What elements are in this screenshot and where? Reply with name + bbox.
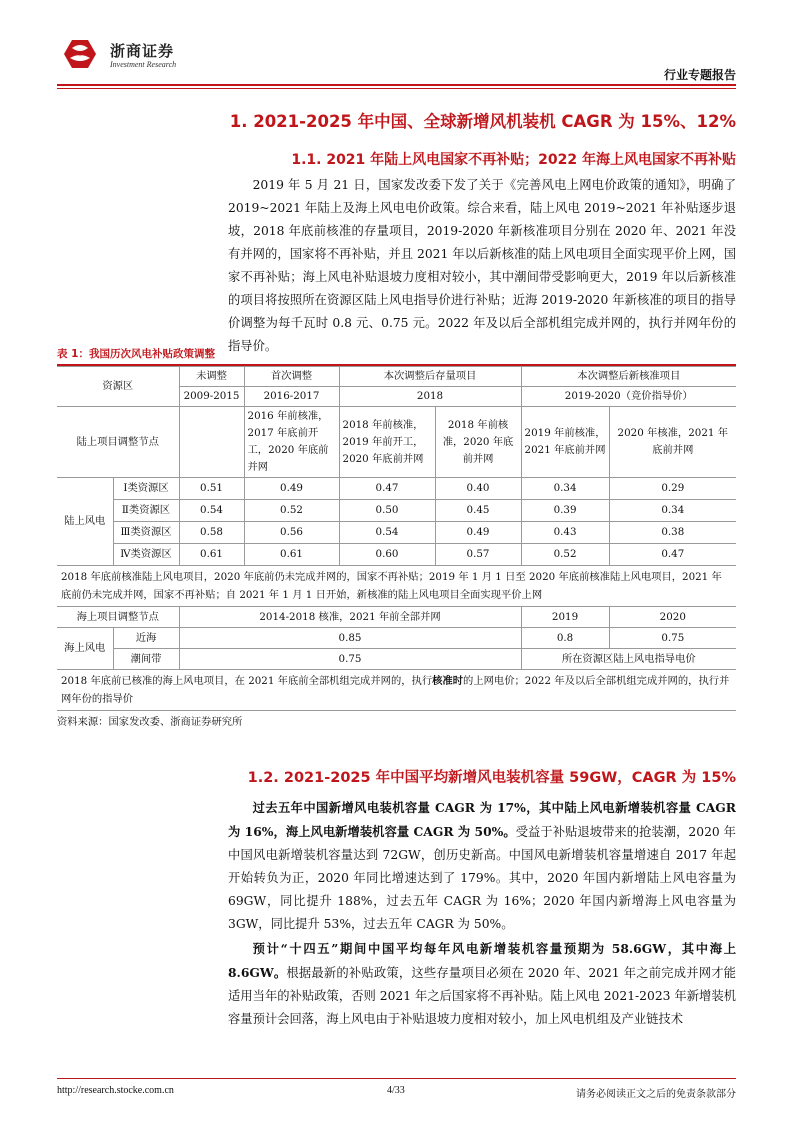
year-stock: 2018 <box>339 387 521 407</box>
report-type: 行业专题报告 <box>663 68 736 82</box>
header-stock: 本次调整后存量项目 <box>339 367 521 387</box>
header-new: 本次调整后新核准项目 <box>521 367 736 387</box>
page-number: 4/33 <box>387 1085 405 1096</box>
table-row <box>57 544 736 566</box>
price-cell: 0.38 <box>609 522 736 544</box>
table-row <box>57 407 736 478</box>
offshore-period: 2014-2018 核准，2021 年前全部并网 <box>179 607 521 628</box>
price-cell: 0.45 <box>435 500 521 522</box>
capacity-paragraphs <box>228 796 736 1031</box>
price-cell: 0.43 <box>521 522 609 544</box>
price-cell: 0.85 <box>179 628 521 649</box>
paragraph-2 <box>228 937 736 1031</box>
section-title: 1. 2021-2025 年中国、全球新增风机装机 CAGR 为 15%、12% <box>229 112 736 131</box>
year-new: 2019-2020（竞价指导价） <box>521 387 736 407</box>
price-cell: 0.47 <box>609 544 736 566</box>
price-cell: 0.60 <box>339 544 435 566</box>
price-cell: 0.52 <box>244 500 339 522</box>
header-divider <box>57 84 736 86</box>
table-row <box>57 628 736 649</box>
price-cell: 0.61 <box>244 544 339 566</box>
footer-url[interactable]: http://research.stocke.com.cn <box>57 1085 174 1096</box>
footer-divider <box>57 1078 736 1079</box>
onshore-note: 2018 年底前核准陆上风电项目，2020 年底前仍未完成并网的，国家不再补贴；2019 年 1 月 1 日至 2020 年底前核准陆上风电项目，2021 年底前仍未完成并网，国家不再补贴；自 2021 年 1 月 1 日开始，新核准的陆上风电项目全面实现平价上网 <box>57 566 736 607</box>
table-row <box>57 367 736 387</box>
node-new-2: 2020 年核准，2021 年底前并网 <box>609 407 736 478</box>
price-cell: 0.50 <box>339 500 435 522</box>
offshore-node-label: 海上项目调整节点 <box>57 607 179 628</box>
zone-label: Ⅱ类资源区 <box>113 500 179 522</box>
price-cell: 0.49 <box>435 522 521 544</box>
table-row <box>57 607 736 628</box>
node-stock-1: 2018 年前核准，2019 年前开工，2020 年底前并网 <box>339 407 435 478</box>
price-cell: 0.58 <box>179 522 244 544</box>
price-cell: 0.56 <box>244 522 339 544</box>
node-first: 2016 年前核准，2017 年底前开工，2020 年底前并网 <box>244 407 339 478</box>
onshore-label: 陆上风电 <box>57 478 113 566</box>
price-cell: 0.8 <box>521 628 609 649</box>
offshore-year-2020: 2020 <box>609 607 736 628</box>
zone-label: Ⅰ类资源区 <box>113 478 179 500</box>
price-cell: 0.34 <box>609 500 736 522</box>
price-cell: 0.40 <box>435 478 521 500</box>
offshore-label: 海上风电 <box>57 628 113 670</box>
paragraph-1-bold: 过去五年中国新增风电装机容量 CAGR 为 17%，其中陆上风电新增装机容量 CAGR 为 16%，海上风电新增装机容量 CAGR 为 50%。 <box>228 800 736 839</box>
price-cell: 0.47 <box>339 478 435 500</box>
zone-label: Ⅲ类资源区 <box>113 522 179 544</box>
price-cell: 0.49 <box>244 478 339 500</box>
table-row <box>57 670 736 711</box>
table-row <box>57 478 736 500</box>
price-cell: 0.51 <box>179 478 244 500</box>
subsection-title-2: 1.2. 2021-2025 年中国平均新增风电装机容量 59GW，CAGR 为 15% <box>247 770 736 786</box>
subsidy-policy-table <box>57 366 736 711</box>
price-cell: 所在资源区陆上风电指导电价 <box>521 649 736 670</box>
price-cell: 0.57 <box>435 544 521 566</box>
offshore-note-a: 2018 年底前已核准的海上风电项目，在 2021 年底前全部机组完成并网的，执行 <box>61 675 433 687</box>
paragraph-2-bold: 预计“十四五”期间中国平均每年风电新增装机容量预期为 58.6GW，其中海上 8.6GW。 <box>228 941 736 980</box>
paragraph-1-rest: 受益于补贴退坡带来的抢装潮，2020 年中国风电新增装机容量达到 72GW，创历史新高。中国风电新增装机容量增速自 2017 年起开始转负为正，2020 年同比增速达到了 179%。其中，2020 年国内新增陆上风电容量为 69GW，同比提升 188%，过去五年 CAGR 为 16%；2020 年国内新增海上风电容量为 3GW，同比提升 53%，过去五年 CAGR 为 50%。 <box>228 825 736 931</box>
brand-name: 浙商证券 <box>110 42 175 60</box>
offshore-year-2019: 2019 <box>521 607 609 628</box>
paragraph-2-rest: 根据最新的补贴政策，这些存量项目必须在 2020 年、2021 年之前完成并网才能适用当年的补贴政策，否则 2021 年之后国家将不再补贴。陆上风电 2021-2023 年新增装机容量预计会回落，海上风电由于补贴退坡力度相对较小，加上风电机组及产业链技术 <box>228 966 736 1026</box>
paragraph-1 <box>228 796 736 936</box>
price-cell: 0.54 <box>339 522 435 544</box>
year-first: 2016-2017 <box>244 387 339 407</box>
node-unadjusted <box>179 407 244 478</box>
price-cell: 0.54 <box>179 500 244 522</box>
price-cell: 0.75 <box>609 628 736 649</box>
paragraph-text: 2019 年 5 月 21 日，国家发改委下发了关于《完善风电上网电价政策的通知》，明确了 2019~2021 年陆上及海上风电电价政策。综合来看，陆上风电 2019~2021 年补贴逐步退坡，2018 年底前核准的存量项目，2019-2020 年新核准项目分别在 2020 年、2021 年没有并网的，国家将不再补贴，并且 2021 年以后新核准的陆上风电项目全面实现平价上网，国家不再补贴；海上风电补贴退坡力度相对较小，其中潮间带受影响更大，2019 年以后新核准的项目将按照所在资源区陆上风电指导价进行补贴；近海 2019-2020 年新核准的项目的指导价调整为每千瓦时 0.8 元、0.75 元。2022 年及以后全部机组完成并网的，执行并网年份的指导价。 <box>228 178 736 353</box>
table-row <box>57 649 736 670</box>
policy-paragraph <box>228 174 736 358</box>
header-unadjusted: 未调整 <box>179 367 244 387</box>
header-divider-thin <box>57 88 736 89</box>
offshore-note-bold: 核准时 <box>432 675 464 687</box>
nearshore-label: 近海 <box>113 628 179 649</box>
zone-label: Ⅳ类资源区 <box>113 544 179 566</box>
offshore-note <box>57 670 736 711</box>
price-cell: 0.61 <box>179 544 244 566</box>
header-resource: 资源区 <box>57 367 179 407</box>
offshore-note-b: 的上网电价；2022 年及以后全部机组完成并网的，执行并网年份的指导价 <box>61 675 730 705</box>
intertidal-label: 潮间带 <box>113 649 179 670</box>
company-logo-icon <box>58 34 102 74</box>
subsection-title: 1.1. 2021 年陆上风电国家不再补贴；2022 年海上风电国家不再补贴 <box>291 152 736 168</box>
brand-name-en: Investment Research <box>110 60 177 69</box>
table-row <box>57 500 736 522</box>
table-row <box>57 522 736 544</box>
node-new-1: 2019 年前核准，2021 年底前并网 <box>521 407 609 478</box>
price-cell: 0.34 <box>521 478 609 500</box>
price-cell: 0.39 <box>521 500 609 522</box>
price-cell: 0.52 <box>521 544 609 566</box>
price-cell: 0.29 <box>609 478 736 500</box>
year-unadjusted: 2009-2015 <box>179 387 244 407</box>
node-stock-2: 2018 年前核准，2020 年底前并网 <box>435 407 521 478</box>
table-title: 表 1：我国历次风电补贴政策调整 <box>57 348 215 360</box>
onshore-node-label: 陆上项目调整节点 <box>57 407 179 478</box>
price-cell: 0.75 <box>179 649 521 670</box>
table-source: 资料来源：国家发改委、浙商证券研究所 <box>57 716 243 728</box>
footer-disclaimer: 请务必阅读正文之后的免责条款部分 <box>576 1089 736 1100</box>
header-first: 首次调整 <box>244 367 339 387</box>
table-row <box>57 566 736 607</box>
